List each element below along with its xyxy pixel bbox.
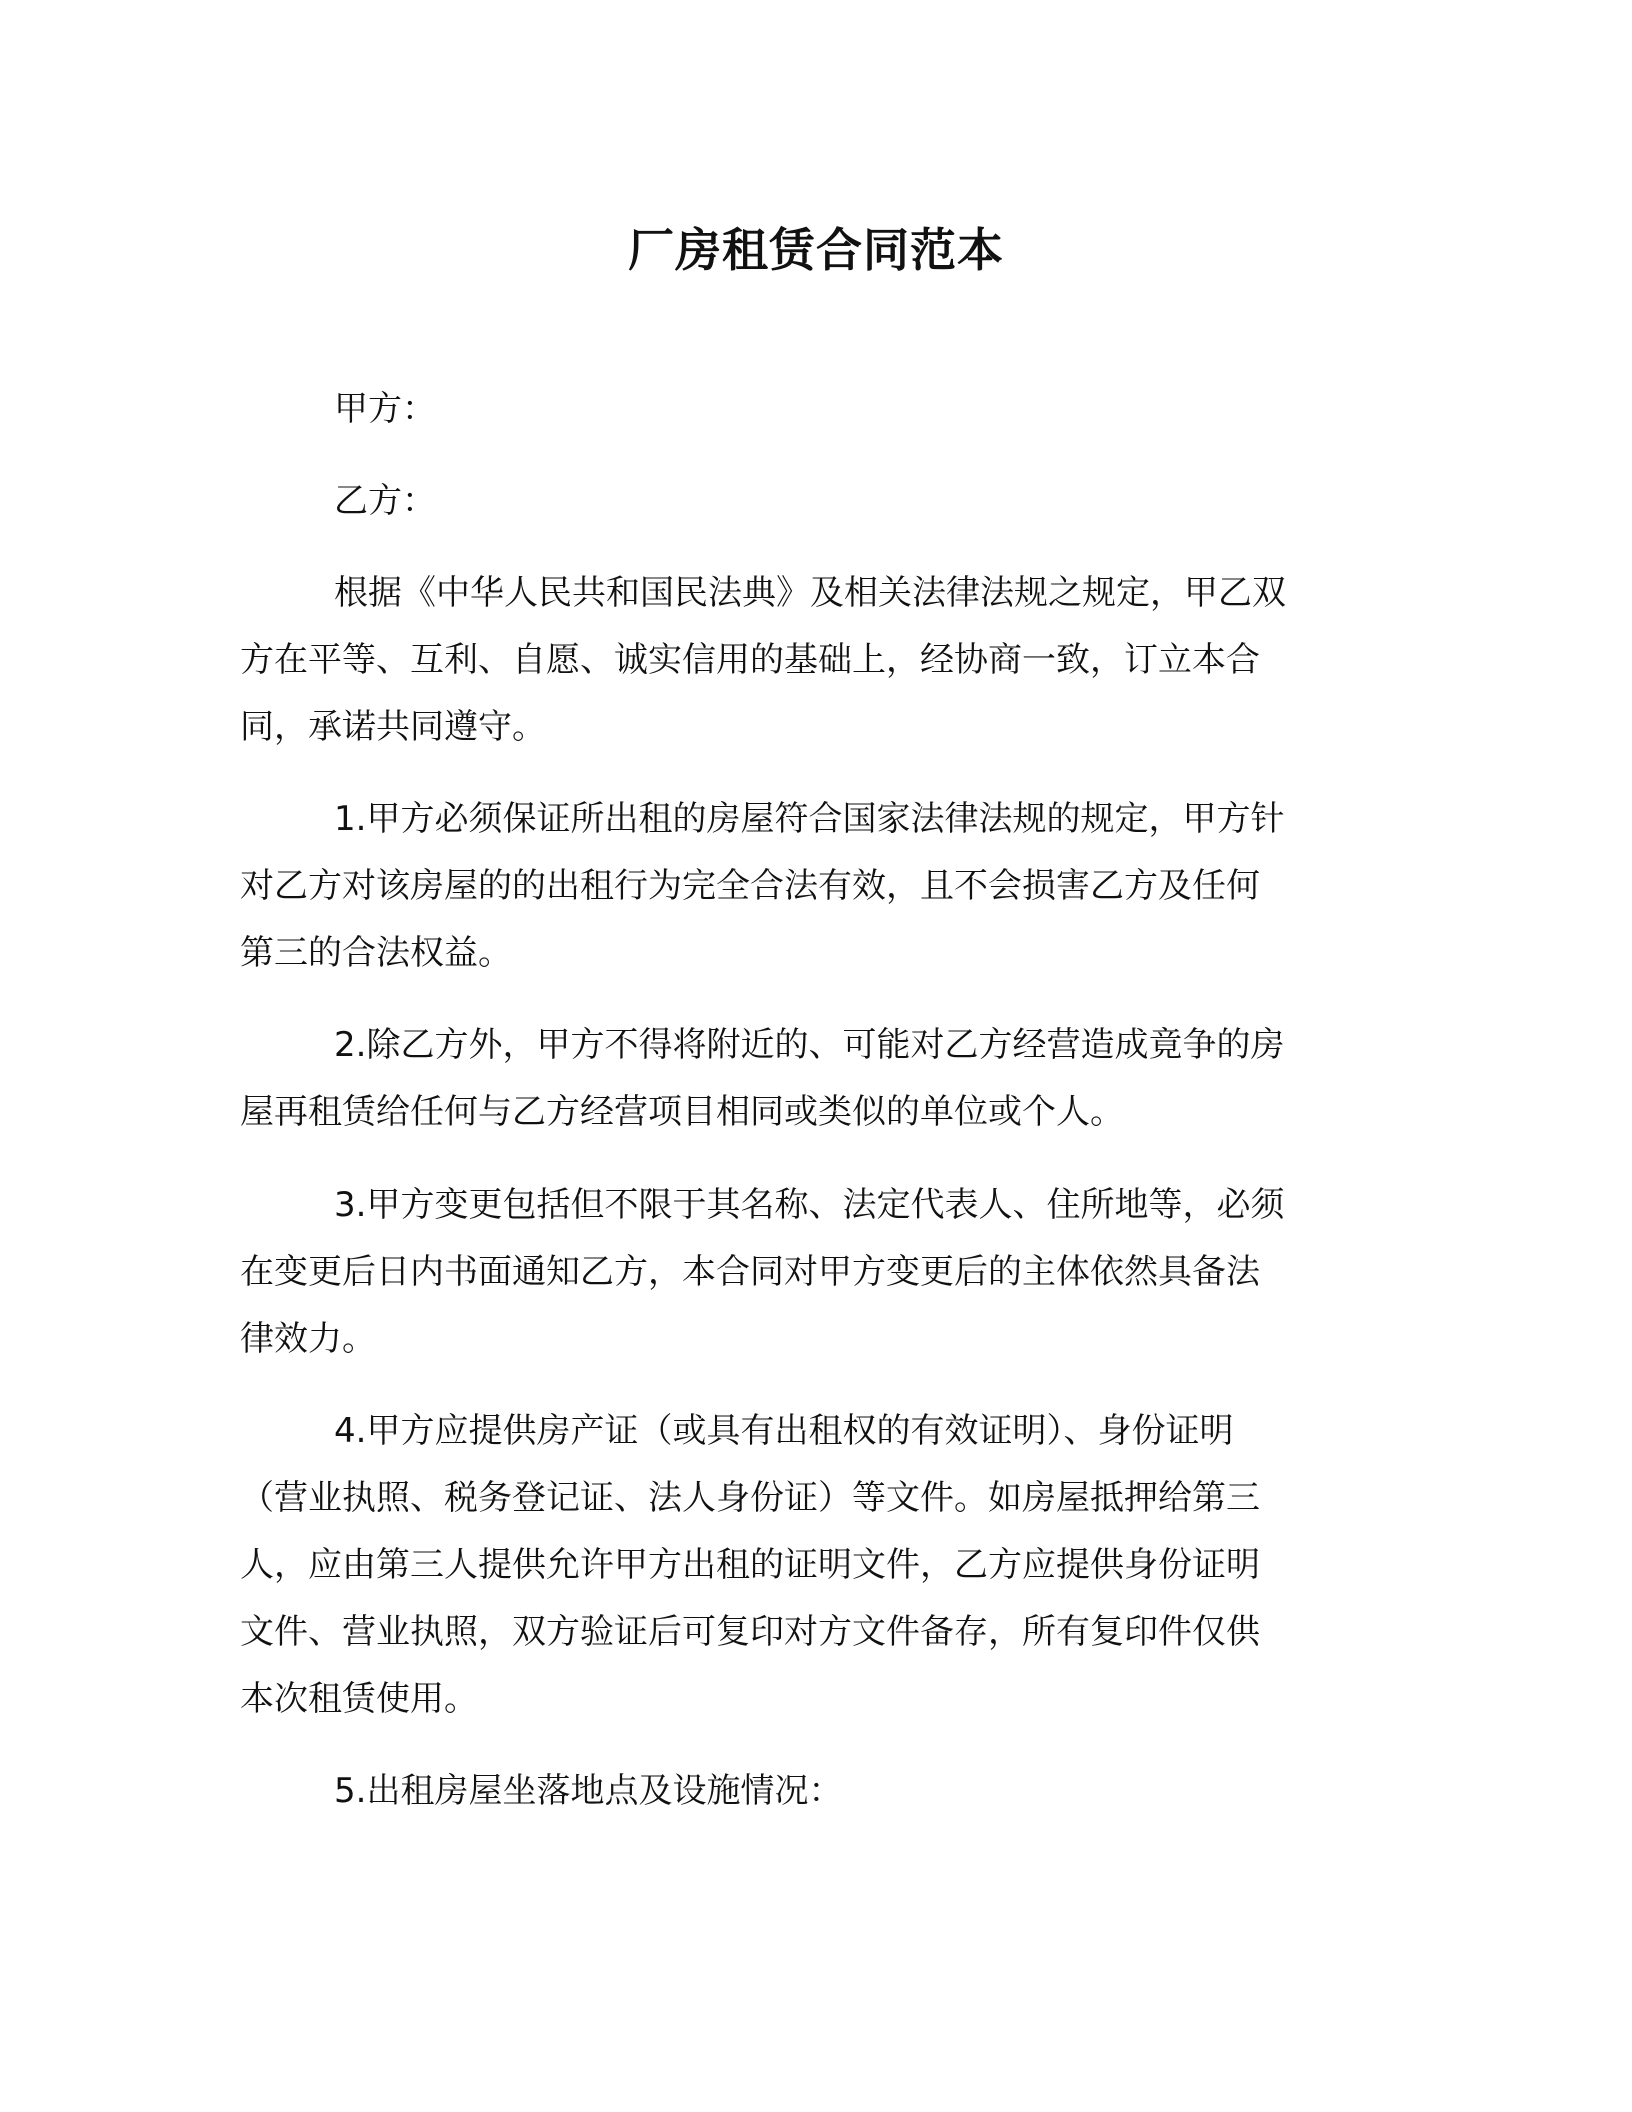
party-b-label: 乙方： [334,481,436,521]
paragraph-line: 方在平等、互利、自愿、诚实信用的基础上，经协商一致，订立本合 [240,640,1260,680]
paragraph-line: 根据《中华人民共和国民法典》及相关法律法规之规定，甲乙双 [334,573,1286,613]
paragraph-clause-2 [240,1012,1380,1146]
paragraph-line: 同，承诺共同遵守。 [240,707,546,747]
paragraph-line: 对乙方对该房屋的的出租行为完全合法有效，且不会损害乙方及任何 [240,866,1260,906]
document-title: 厂房租赁合同范本 [628,223,1004,277]
paragraph-line: 5.出租房屋坐落地点及设施情况： [334,1771,843,1811]
paragraph-line: 律效力。 [240,1319,376,1359]
paragraph-line: 本次租赁使用。 [240,1679,478,1719]
paragraph-intro [240,560,1380,761]
paragraph-line: （营业执照、税务登记证、法人身份证）等文件。如房屋抵押给第三 [240,1478,1260,1518]
paragraph-line: 1.甲方必须保证所出租的房屋符合国家法律法规的规定，甲方针 [334,799,1285,839]
paragraph-line: 人，应由第三人提供允许甲方出租的证明文件，乙方应提供身份证明 [240,1545,1260,1585]
paragraph-line: 屋再租赁给任何与乙方经营项目相同或类似的单位或个人。 [240,1092,1124,1132]
paragraph-clause-5 [240,1758,1380,1825]
paragraph-clause-3 [240,1172,1380,1373]
paragraph-line: 在变更后日内书面通知乙方，本合同对甲方变更后的主体依然具备法 [240,1252,1260,1292]
paragraph-line: 3.甲方变更包括但不限于其名称、法定代表人、住所地等，必须 [334,1185,1285,1225]
paragraph-line: 4.甲方应提供房产证（或具有出租权的有效证明）、身份证明 [334,1411,1234,1451]
paragraph-line: 文件、营业执照，双方验证后可复印对方文件备存，所有复印件仅供 [240,1612,1260,1652]
paragraph-clause-4 [240,1398,1380,1733]
paragraph-line: 第三的合法权益。 [240,933,512,973]
paragraph-line: 2.除乙方外，甲方不得将附近的、可能对乙方经营造成竟争的房 [334,1025,1285,1065]
paragraph-clause-1 [240,786,1380,987]
party-a-label: 甲方： [334,389,436,429]
